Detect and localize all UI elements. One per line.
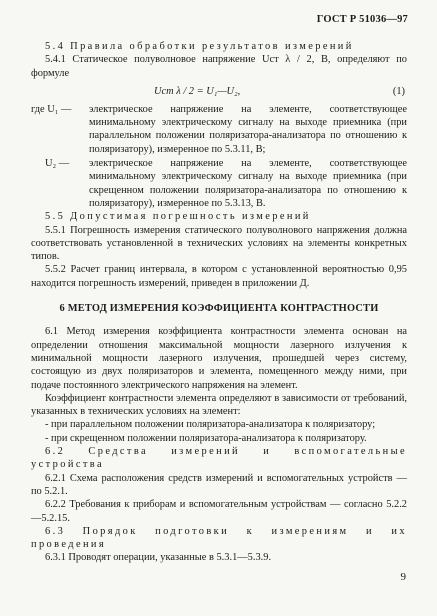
definition-symbol: где U₁ — bbox=[31, 103, 72, 115]
definition-u1 bbox=[31, 103, 407, 156]
formula-1 bbox=[31, 85, 407, 100]
definition-text: электрическое напряжение на элементе, соответствующее минимальному электрическому сигналу на выходе приемника (при параллельном положении поляризатора-анализатора по отношению к поляризатору), измеренное по 5.3.11, В; bbox=[89, 103, 407, 155]
paragraph-contrast-intro: Коэффициент контрастности элемента определяют в зависимости от требований, указанных в технических условиях на элемент: bbox=[31, 392, 407, 418]
definition-u2 bbox=[31, 157, 407, 210]
document-id-header: ГОСТ Р 51036—97 bbox=[316, 14, 408, 25]
paragraph-6-2-1: 6.2.1 Схема расположения средств измерений и вспомогательных устройств — по 5.2.1. bbox=[31, 472, 407, 497]
section-heading-6: 6 МЕТОД ИЗМЕРЕНИЯ КОЭФФИЦИЕНТА КОНТРАСТНОСТИ bbox=[59, 303, 379, 315]
list-item-parallel: - при параллельном положении поляризатора-анализатора к поляризатору; bbox=[45, 419, 376, 431]
paragraph-5-5-1: 5.5.1 Погрешность измерения статического полуволнового напряжения должна соответствовать установленной в технических условиях на элементы конкретных типов. bbox=[31, 224, 407, 263]
page-number: 9 bbox=[400, 571, 406, 583]
paragraph-5-5-2: 5.5.2 Расчет границ интервала, в котором с установленной вероятностью 0,95 находится погрешность измерений, приведен в приложении Д. bbox=[31, 264, 407, 289]
list-item-crossed: - при скрещенном положении поляризатора-анализатора к поляризатору. bbox=[45, 432, 367, 444]
definition-text: электрическое напряжение на элементе, соответствующее минимальному электрическому сигналу на выходе приемника (при скрещенном положении поляризатора-анализатора по отношению к поляризатору), измеренное по 5.3.13, В. bbox=[89, 158, 407, 209]
formula-expression: Uст λ / 2 = U₁—U₂, bbox=[154, 85, 241, 97]
paragraph-6-2-2: 6.2.2 Требования к приборам и вспомогательным устройствам — согласно 5.2.2—5.2.15. bbox=[31, 499, 407, 524]
page-body bbox=[31, 40, 407, 565]
subsection-heading-6-3: 6.3 Порядок подготовки к измерениям и их проведения bbox=[31, 525, 407, 551]
paragraph-6-1: 6.1 Метод измерения коэффициента контрастности элемента основан на определении отношения максимальной мощности лазерного излучения к минимальной мощности лазерного излучения, прошедшей через систему, состоящую из двух поляризаторов и элемента, помещенного между ними, при подаче постоянного электрического напряжения на элемент. bbox=[31, 326, 407, 391]
subsection-heading-6-2: 6.2 Средства измерений и вспомогательные устройства bbox=[31, 446, 407, 471]
paragraph-5-4-1: 5.4.1 Статическое полуволновое напряжение Uст λ / 2, В, определяют по формуле bbox=[31, 54, 407, 79]
subsection-heading-5-5: 5.5 Допустимая погрешность измерений bbox=[45, 211, 311, 223]
subsection-heading-5-4: 5.4 Правила обработки результатов измерений bbox=[45, 41, 354, 52]
paragraph-6-3-1: 6.3.1 Проводят операции, указанные в 5.3.1—5.3.9. bbox=[45, 552, 272, 564]
formula-number: (1) bbox=[392, 85, 405, 97]
definition-symbol: U₂ — bbox=[45, 158, 70, 170]
